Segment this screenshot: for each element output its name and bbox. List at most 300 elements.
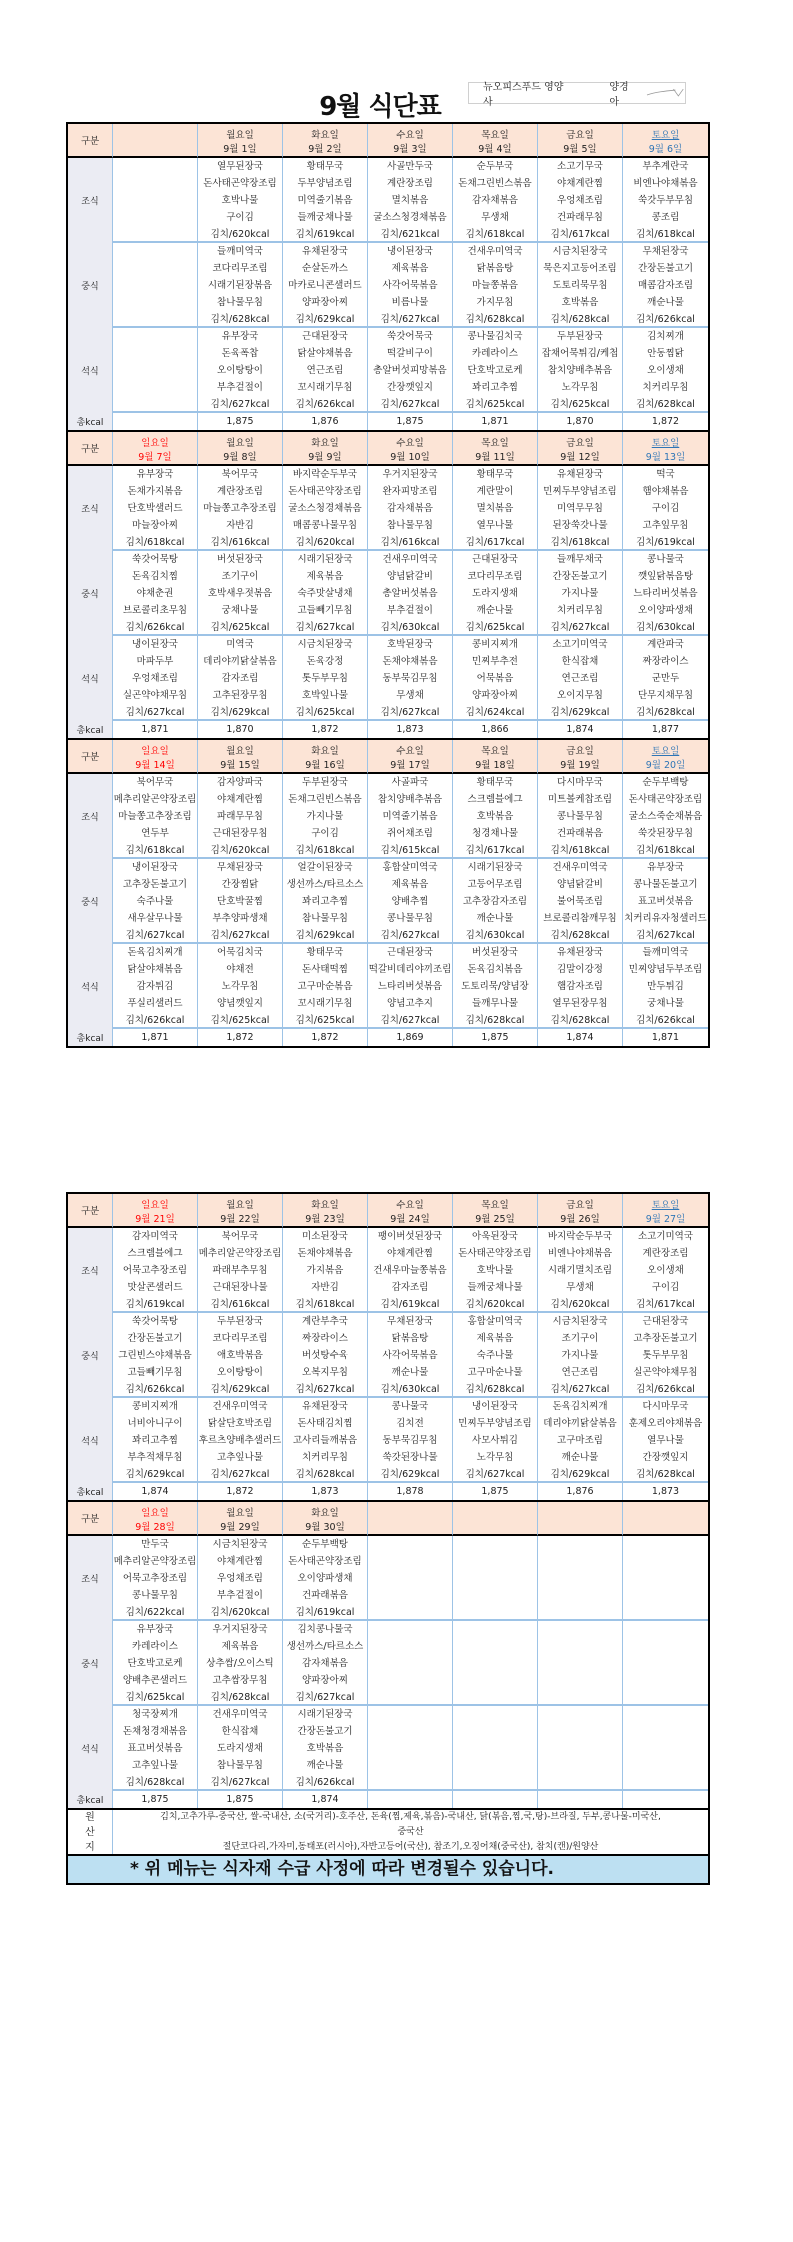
- menu-item: 야채계란찜: [217, 794, 263, 805]
- menu-item: 감자조림: [221, 673, 259, 684]
- total-kcal-value: [538, 1791, 623, 1808]
- menu-item: 들깨무나물: [472, 998, 518, 1009]
- menu-item: 돈육강정: [306, 656, 344, 667]
- day-name: 금요일: [566, 438, 594, 449]
- menu-item: 민찌양념두부조림: [628, 964, 703, 975]
- total-kcal-value: 1,875: [453, 1029, 538, 1046]
- menu-item: 황태무국: [476, 777, 514, 788]
- menu-item: 김치/625kcal: [295, 707, 355, 718]
- breakfast-menu-cell: [368, 1228, 453, 1313]
- menu-item: 쑥갓두부무침: [637, 195, 694, 206]
- menu-item: 톳두부무침: [642, 1350, 689, 1361]
- menu-item: 숙주나물: [476, 1350, 514, 1361]
- menu-item: 근대된장국: [642, 1316, 689, 1327]
- dinner-menu-cell: [623, 1706, 708, 1791]
- dinner-menu-cell: [453, 1706, 538, 1791]
- menu-item: 파래무무침: [217, 811, 263, 822]
- total-kcal-value: 1,870: [198, 721, 283, 738]
- lunch-menu-cell: [623, 859, 708, 944]
- total-kcal-value: 1,872: [198, 1483, 283, 1500]
- breakfast-menu-cell: [198, 466, 283, 551]
- menu-item: 김치/618kcal: [295, 845, 355, 856]
- day-date: 9월 21일: [135, 1214, 175, 1225]
- menu-item: 맛살콘샐러드: [127, 1282, 183, 1293]
- menu-item: 김치/630kcal: [465, 930, 525, 941]
- menu-item: 시래기된장국: [467, 862, 523, 873]
- day-name: 월요일: [226, 438, 254, 449]
- menu-item: 사모사튀김: [472, 1435, 518, 1446]
- lunch-menu-cell: [538, 551, 623, 636]
- menu-item: 얼갈이된장국: [297, 862, 353, 873]
- menu-item: 노각무침: [561, 382, 599, 393]
- menu-item: 김치/629kcal: [210, 707, 270, 718]
- menu-item: 고구마순나물: [467, 1367, 523, 1378]
- day-name: 일요일: [141, 746, 169, 757]
- total-kcal-value: 1,875: [198, 1791, 283, 1808]
- total-kcal-value: 1,877: [651, 724, 680, 735]
- lunch-menu-cell: [453, 1621, 538, 1706]
- menu-item: 김치/626kcal: [636, 1384, 695, 1395]
- dinner-menu-cell: [538, 328, 623, 413]
- dinner-menu-cell: [368, 1706, 453, 1791]
- lunch-menu-cell: [538, 1313, 623, 1398]
- total-kcal-value: 1,873: [368, 721, 453, 738]
- menu-item: 두부된장국: [217, 1316, 263, 1327]
- breakfast-menu-cell: [283, 466, 368, 551]
- day-header: [623, 432, 708, 466]
- menu-item: 군만두: [651, 673, 680, 684]
- menu-item: 미역국: [226, 639, 254, 650]
- signature-mark-icon: [646, 87, 685, 99]
- menu-item: 김치/618kcal: [636, 229, 695, 240]
- menu-item: 노각무침: [221, 981, 259, 992]
- menu-item: 치커리무침: [642, 382, 689, 393]
- menu-item: 양배추콘샐러드: [122, 1675, 188, 1686]
- menu-item: 황태무국: [476, 469, 514, 480]
- menu-item: 돈육김치찌개: [127, 947, 183, 958]
- menu-item: 닭볶음탕: [391, 1333, 429, 1344]
- day-date: 9월 2일: [308, 144, 342, 155]
- menu-item: 근대된장국: [472, 554, 518, 565]
- breakfast-menu-cell: [283, 774, 368, 859]
- menu-item: 완자피망조림: [382, 486, 438, 497]
- menu-item: 감자채볶음: [472, 195, 518, 206]
- menu-item: 궁채나물: [221, 605, 259, 616]
- total-kcal-value: 1,874: [538, 721, 623, 738]
- menu-item: 제육볶음: [391, 879, 429, 890]
- menu-item: 오이양파생채: [297, 1573, 353, 1584]
- menu-item: 홍합살미역국: [467, 1316, 523, 1327]
- menu-item: 짜장라이스: [302, 1333, 348, 1344]
- total-kcal-label: 총kcal: [68, 1483, 113, 1500]
- total-kcal-value: 1,875: [198, 413, 283, 430]
- menu-item: 콩조림: [651, 212, 680, 223]
- total-kcal-value: 1,866: [453, 721, 538, 738]
- menu-item: 무채된장국: [387, 1316, 433, 1327]
- menu-item: 두부양념조림: [297, 178, 353, 189]
- menu-item: 한식잡채: [561, 656, 599, 667]
- dinner-menu-cell: [538, 1398, 623, 1483]
- menu-item: 오이양파생채: [637, 605, 694, 616]
- dinner-menu-cell: [538, 944, 623, 1029]
- lunch-menu-cell: [538, 243, 623, 328]
- day-name: 월요일: [226, 1508, 254, 1519]
- menu-item: 조기구이: [561, 1333, 599, 1344]
- day-name: 금요일: [566, 746, 594, 757]
- menu-item: 고추장돈불고기: [633, 1333, 698, 1344]
- menu-item: 고들빼기무침: [127, 1367, 183, 1378]
- menu-item: 계란부추국: [302, 1316, 348, 1327]
- menu-item: 김치/621kcal: [380, 229, 440, 240]
- menu-item: 김치/627kcal: [210, 1469, 270, 1480]
- menu-item: 사각어묵볶음: [382, 1350, 438, 1361]
- lunch-menu-cell: [283, 243, 368, 328]
- menu-item: 단무지채무침: [637, 690, 694, 701]
- menu-item: 순두부백탕: [302, 1539, 348, 1550]
- menu-item: 그린빈스야채볶음: [118, 1350, 192, 1361]
- menu-item: 미역줄기볶음: [382, 811, 438, 822]
- menu-item: 구이김: [651, 1282, 680, 1293]
- lunch-menu-cell: [283, 859, 368, 944]
- day-name: 토요일: [651, 438, 680, 449]
- dinner-label: 석식: [68, 944, 113, 1029]
- dinner-menu-cell: [623, 636, 708, 721]
- day-header: [198, 432, 283, 466]
- menu-item: 간장찜닭: [221, 879, 259, 890]
- menu-item: 김치/619kcal: [125, 1299, 185, 1310]
- menu-item: 홍합살미역국: [382, 862, 438, 873]
- day-header: [113, 432, 198, 466]
- menu-item: 감자양파국: [217, 777, 263, 788]
- menu-item: 건새우미역국: [467, 246, 523, 257]
- day-date: 9월 19일: [560, 760, 600, 771]
- menu-item: 고추잎무침: [642, 520, 689, 531]
- menu-item: 미소된장국: [302, 1231, 348, 1242]
- dinner-label: 석식: [68, 1398, 113, 1483]
- menu-item: 돈사태곤약장조림: [458, 1248, 532, 1259]
- menu-item: 제육볶음: [221, 1641, 259, 1652]
- menu-item: 참나물무침: [217, 1760, 263, 1771]
- day-header: [538, 432, 623, 466]
- menu-item: 건새우미역국: [212, 1709, 268, 1720]
- day-header: [283, 1502, 368, 1536]
- lunch-menu-cell: [623, 1621, 708, 1706]
- menu-item: 간장깻잎지: [642, 1452, 689, 1463]
- total-kcal-value: 1,872: [283, 721, 368, 738]
- menu-item: 무채된장국: [642, 246, 689, 257]
- menu-item: 돈사태김치찜: [297, 1418, 353, 1429]
- menu-item: 떡갈비데리야끼조림: [368, 964, 452, 975]
- breakfast-menu-cell: [113, 466, 198, 551]
- lunch-menu-cell: [283, 551, 368, 636]
- menu-item: 부추겉절이: [217, 1590, 263, 1601]
- day-header: [453, 740, 538, 774]
- day-name: 일요일: [141, 438, 169, 449]
- menu-item: 유부장국: [221, 331, 259, 342]
- menu-item: 건새우미역국: [552, 862, 608, 873]
- menu-item: 코다리무조림: [212, 1333, 268, 1344]
- menu-item: 돈사태곤약장조림: [628, 794, 703, 805]
- day-date: 9월 28일: [135, 1522, 175, 1533]
- menu-item: 꽈리고추찜: [302, 896, 348, 907]
- menu-item: 제육볶음: [391, 263, 429, 274]
- week-block: [68, 1500, 708, 1808]
- menu-item: 계란장조림: [217, 486, 263, 497]
- menu-item: 간장돈불고기: [637, 263, 694, 274]
- total-kcal-value: [368, 1791, 453, 1808]
- menu-item: 쑥갓된장무침: [637, 828, 694, 839]
- menu-item: 어묵김치국: [217, 947, 263, 958]
- menu-item: 연근조림: [306, 365, 344, 376]
- menu-item: 김치/625kcal: [295, 1015, 355, 1026]
- breakfast-menu-cell: [283, 1536, 368, 1621]
- day-date: 9월 22일: [220, 1214, 260, 1225]
- total-kcal-value: 1,875: [453, 1483, 538, 1500]
- origin-text: [113, 1810, 708, 1854]
- menu-item: 코다리무조림: [467, 571, 523, 582]
- lunch-menu-cell: [453, 859, 538, 944]
- menu-item: 유채된장국: [557, 469, 603, 480]
- menu-item: 김말이강정: [557, 964, 603, 975]
- dinner-menu-cell: [623, 328, 708, 413]
- menu-item: 마늘장아찌: [132, 520, 178, 531]
- breakfast-menu-cell: [623, 158, 708, 243]
- menu-item: 김치/625kcal: [210, 622, 270, 633]
- menu-item: 양념깻잎지: [217, 998, 263, 1009]
- menu-item: 호박볶음: [306, 1743, 344, 1754]
- breakfast-menu-cell: [113, 158, 198, 243]
- menu-item: 야채춘권: [136, 588, 174, 599]
- menu-item: 사각어묵볶음: [382, 280, 438, 291]
- dinner-menu-cell: [623, 944, 708, 1029]
- menu-item: 깨순나물: [561, 1452, 599, 1463]
- menu-item: 자반김: [226, 520, 254, 531]
- menu-item: 오이탕탕이: [217, 1367, 263, 1378]
- menu-item: 시래기된장국: [297, 554, 353, 565]
- menu-item: 돈사태떡찜: [302, 964, 348, 975]
- menu-item: 김치/627kcal: [380, 314, 440, 325]
- day-date: 9월 1일: [223, 144, 257, 155]
- menu-item: 김치/627kcal: [636, 930, 695, 941]
- day-header: [453, 1194, 538, 1228]
- origin-label: [68, 1810, 113, 1854]
- menu-item: 청경채나물: [472, 828, 518, 839]
- menu-item: 오복지무침: [302, 1367, 348, 1378]
- menu-item: 깨순나물: [306, 1760, 344, 1771]
- menu-item: 가지무침: [476, 297, 514, 308]
- lunch-menu-cell: [113, 1621, 198, 1706]
- menu-item: 김치/627kcal: [125, 707, 185, 718]
- menu-item: 김치/627kcal: [125, 930, 185, 941]
- breakfast-menu-cell: [198, 1228, 283, 1313]
- menu-item: 호박볶음: [561, 297, 599, 308]
- menu-item: 너비아니구이: [127, 1418, 183, 1429]
- menu-item: 김치/617kcal: [550, 229, 610, 240]
- breakfast-menu-cell: [198, 774, 283, 859]
- menu-item: 표고버섯볶음: [127, 1743, 183, 1754]
- menu-item: 김치콩나물국: [297, 1624, 353, 1635]
- menu-item: 열무된장국: [217, 161, 263, 172]
- lunch-menu-cell: [368, 551, 453, 636]
- lunch-menu-cell: [113, 1313, 198, 1398]
- menu-item: 깨순나물: [391, 1367, 429, 1378]
- day-date: 9월 24일: [390, 1214, 430, 1225]
- menu-item: 김치/628kcal: [465, 1384, 525, 1395]
- lunch-menu-cell: [368, 1621, 453, 1706]
- day-date: 9월 18일: [475, 760, 515, 771]
- menu-item: 가지나물: [306, 811, 344, 822]
- total-kcal-value: 1,873: [651, 1486, 680, 1497]
- day-date: 9월 13일: [645, 452, 686, 463]
- day-date: 9월 27일: [645, 1214, 686, 1225]
- menu-item: 김치/620kcal: [295, 537, 355, 548]
- lunch-label: 중식: [68, 859, 113, 944]
- menu-item: 호박새우젓볶음: [207, 588, 273, 599]
- menu-item: 김치/618kcal: [465, 229, 525, 240]
- day-name: 토요일: [651, 746, 680, 757]
- menu-item: 간장돈불고기: [297, 1726, 353, 1737]
- menu-item: 만두튀김: [647, 981, 684, 992]
- menu-item: 닭살단호박조림: [207, 1418, 273, 1429]
- origin-label-char: 원: [85, 1812, 95, 1823]
- menu-item: 간장돈불고기: [552, 571, 608, 582]
- day-date: 9월 20일: [645, 760, 686, 771]
- menu-item: 부추겉절이: [217, 382, 263, 393]
- menu-item: 냉이된장국: [132, 639, 178, 650]
- menu-item: 민찌두부양념조림: [543, 486, 617, 497]
- menu-item: 단호박고로케: [467, 365, 523, 376]
- menu-item: 김치/627kcal: [550, 1384, 610, 1395]
- day-header: [538, 1194, 623, 1228]
- origin-line: 중국산: [397, 1827, 424, 1837]
- menu-item: 김치/628kcal: [636, 1469, 695, 1480]
- total-kcal-value: 1,871: [113, 1029, 198, 1046]
- day-header: [623, 1502, 708, 1536]
- menu-item: 스크렘블에그: [467, 794, 523, 805]
- breakfast-menu-cell: [538, 1228, 623, 1313]
- menu-item: 건파래볶음: [557, 828, 603, 839]
- menu-item: 단호박꿀찜: [217, 896, 263, 907]
- menu-item: 계란말이: [476, 486, 514, 497]
- menu-item: 김치/627kcal: [380, 399, 440, 410]
- menu-item: 두부된장국: [557, 331, 603, 342]
- day-header: [198, 1194, 283, 1228]
- menu-item: 구이김: [651, 503, 680, 514]
- breakfast-menu-cell: [368, 158, 453, 243]
- day-name: 목요일: [481, 746, 509, 757]
- dinner-menu-cell: [453, 1398, 538, 1483]
- menu-item: 꼬시래기무침: [297, 382, 353, 393]
- total-kcal-value: 1,869: [368, 1029, 453, 1046]
- breakfast-menu-cell: [623, 1228, 708, 1313]
- menu-item: 미역줄기볶음: [297, 195, 353, 206]
- dinner-menu-cell: [113, 944, 198, 1029]
- menu-item: 다시마무국: [642, 1401, 689, 1412]
- menu-item: 북어무국: [221, 1231, 259, 1242]
- menu-item: 묵은지고등어조림: [543, 263, 617, 274]
- menu-item: 브로콜리참깨무침: [543, 913, 617, 924]
- menu-item: 김치/617kcal: [465, 845, 525, 856]
- menu-item: 야채계란찜: [387, 1248, 433, 1259]
- menu-item: 꼬시래기무침: [297, 998, 353, 1009]
- menu-item: 들깨궁채나물: [297, 212, 353, 223]
- menu-item: 가지나물: [561, 588, 599, 599]
- day-date: 9월 12일: [560, 452, 600, 463]
- menu-item: 북어무국: [221, 469, 259, 480]
- menu-item: 간장깻잎지: [387, 382, 433, 393]
- menu-item: 메추리알곤약장조림: [113, 794, 197, 805]
- menu-item: 무생채: [566, 1282, 594, 1293]
- menu-item: 김치/620kcal: [210, 229, 270, 240]
- menu-item: 데리야끼닭살볶음: [203, 656, 277, 667]
- breakfast-menu-cell: [453, 158, 538, 243]
- menu-item: 돈채그린빈스볶음: [288, 794, 362, 805]
- menu-item: 구이김: [311, 828, 339, 839]
- menu-item: 계란장조림: [387, 178, 433, 189]
- menu-item: 쑥갓어묵국: [387, 331, 433, 342]
- menu-item: 건새우미역국: [212, 1401, 268, 1412]
- menu-item: 연근조림: [561, 673, 599, 684]
- menu-item: 냉이된장국: [387, 246, 433, 257]
- menu-item: 열무된장무침: [552, 998, 608, 1009]
- signature-box: [468, 82, 686, 108]
- menu-item: 고구마순볶음: [297, 981, 353, 992]
- menu-item: 느타리버섯볶음: [377, 981, 443, 992]
- menu-item: 김치/625kcal: [465, 399, 525, 410]
- total-kcal-value: 1,875: [113, 1791, 198, 1808]
- menu-item: 호박된장국: [387, 639, 433, 650]
- menu-item: 제육볶음: [306, 571, 344, 582]
- dinner-menu-cell: [113, 328, 198, 413]
- menu-item: 김치/616kcal: [210, 537, 270, 548]
- menu-item: 가지볶음: [306, 1265, 344, 1276]
- category-label: 구분: [68, 740, 113, 774]
- menu-item: 깨순나물: [476, 913, 514, 924]
- day-name: 금요일: [566, 1200, 594, 1211]
- menu-item: 돈육김치볶음: [467, 964, 523, 975]
- menu-item: 김치/620kcal: [550, 1299, 610, 1310]
- breakfast-menu-cell: [453, 1228, 538, 1313]
- menu-item: 김치/628kcal: [210, 1692, 270, 1703]
- menu-item: 호박나물: [476, 1265, 514, 1276]
- breakfast-menu-cell: [113, 1228, 198, 1313]
- menu-item: 돈채그린빈스볶음: [458, 178, 532, 189]
- menu-item: 김치/629kcal: [550, 1469, 610, 1480]
- menu-item: 청국장찌개: [132, 1709, 178, 1720]
- menu-item: 코다리무조림: [212, 263, 268, 274]
- menu-item: 치커리유자청샐러드: [624, 913, 707, 924]
- menu-item: 잡채어묵튀김/케첩: [541, 348, 619, 359]
- menu-item: 김치/627kcal: [210, 399, 270, 410]
- menu-item: 김치/628kcal: [636, 707, 695, 718]
- menu-item: 김치/617kcal: [465, 537, 525, 548]
- breakfast-menu-cell: [198, 158, 283, 243]
- lunch-menu-cell: [538, 1621, 623, 1706]
- dinner-menu-cell: [453, 636, 538, 721]
- menu-item: 치커리무침: [302, 1452, 348, 1463]
- day-name: 수요일: [396, 130, 424, 141]
- menu-item: 미역무무침: [557, 503, 603, 514]
- dinner-menu-cell: [283, 636, 368, 721]
- menu-item: 애호박볶음: [217, 1350, 263, 1361]
- dinner-label: 석식: [68, 636, 113, 721]
- menu-item: 푸실리샐러드: [127, 998, 183, 1009]
- page-title: 9월 식단표: [319, 92, 441, 122]
- dinner-menu-cell: [198, 1398, 283, 1483]
- day-header: [113, 1502, 198, 1536]
- menu-item: 김치/627kcal: [210, 1777, 270, 1788]
- menu-item: 호박나물: [221, 195, 259, 206]
